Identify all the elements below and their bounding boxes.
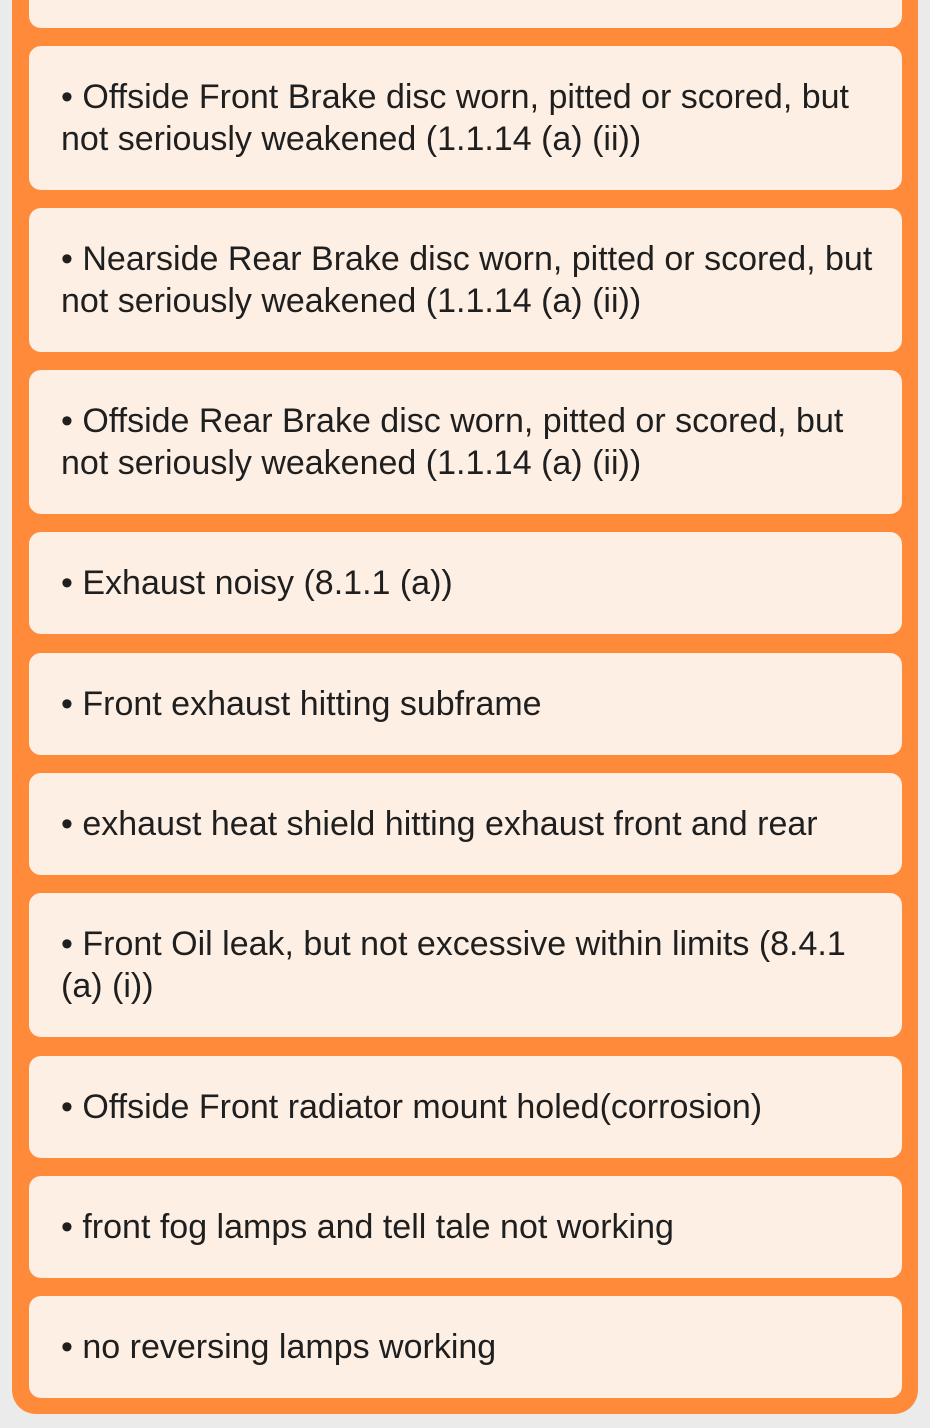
bullet: • <box>61 805 73 843</box>
list-item-text: front fog lamps and tell tale not working <box>82 1208 674 1246</box>
list-item <box>29 1176 902 1278</box>
list-item <box>29 208 902 352</box>
list-item <box>29 1056 902 1158</box>
list-item <box>29 370 902 514</box>
bullet: • <box>61 1328 73 1366</box>
list-item-text: no reversing lamps working <box>82 1328 497 1366</box>
bullet: • <box>61 564 73 602</box>
list-item <box>29 893 902 1037</box>
list-item-text: Offside Front Brake disc worn, pitted or scored, but not seriously weakened (1.1.14 (a) (ii)) <box>61 78 849 158</box>
bullet: • <box>61 1208 73 1246</box>
list-item <box>29 773 902 875</box>
list-item-text: Offside Front radiator mount holed(corrosion) <box>82 1088 763 1126</box>
bullet: • <box>61 1088 73 1126</box>
list-item <box>29 0 902 28</box>
list-item-text: exhaust heat shield hitting exhaust front and rear <box>82 805 818 843</box>
list-item <box>29 1296 902 1398</box>
list-item <box>29 46 902 190</box>
bullet: • <box>61 240 73 278</box>
list-item <box>29 532 902 634</box>
bullet: • <box>61 402 73 440</box>
list-item-text: Front Oil leak, but not excessive within limits (8.4.1 (a) (i)) <box>61 925 846 1005</box>
list-item <box>29 653 902 755</box>
list-item-text: Exhaust noisy (8.1.1 (a)) <box>82 564 453 602</box>
bullet: • <box>61 685 73 723</box>
list-item-text: Offside Rear Brake disc worn, pitted or scored, but not seriously weakened (1.1.14 (a) (ii)) <box>61 402 844 482</box>
list-item-text: Front exhaust hitting subframe <box>82 685 542 723</box>
bullet: • <box>61 78 73 116</box>
bullet: • <box>61 925 73 963</box>
list-item-text: Nearside Rear Brake disc worn, pitted or scored, but not seriously weakened (1.1.14 (a) (ii)) <box>61 240 873 320</box>
